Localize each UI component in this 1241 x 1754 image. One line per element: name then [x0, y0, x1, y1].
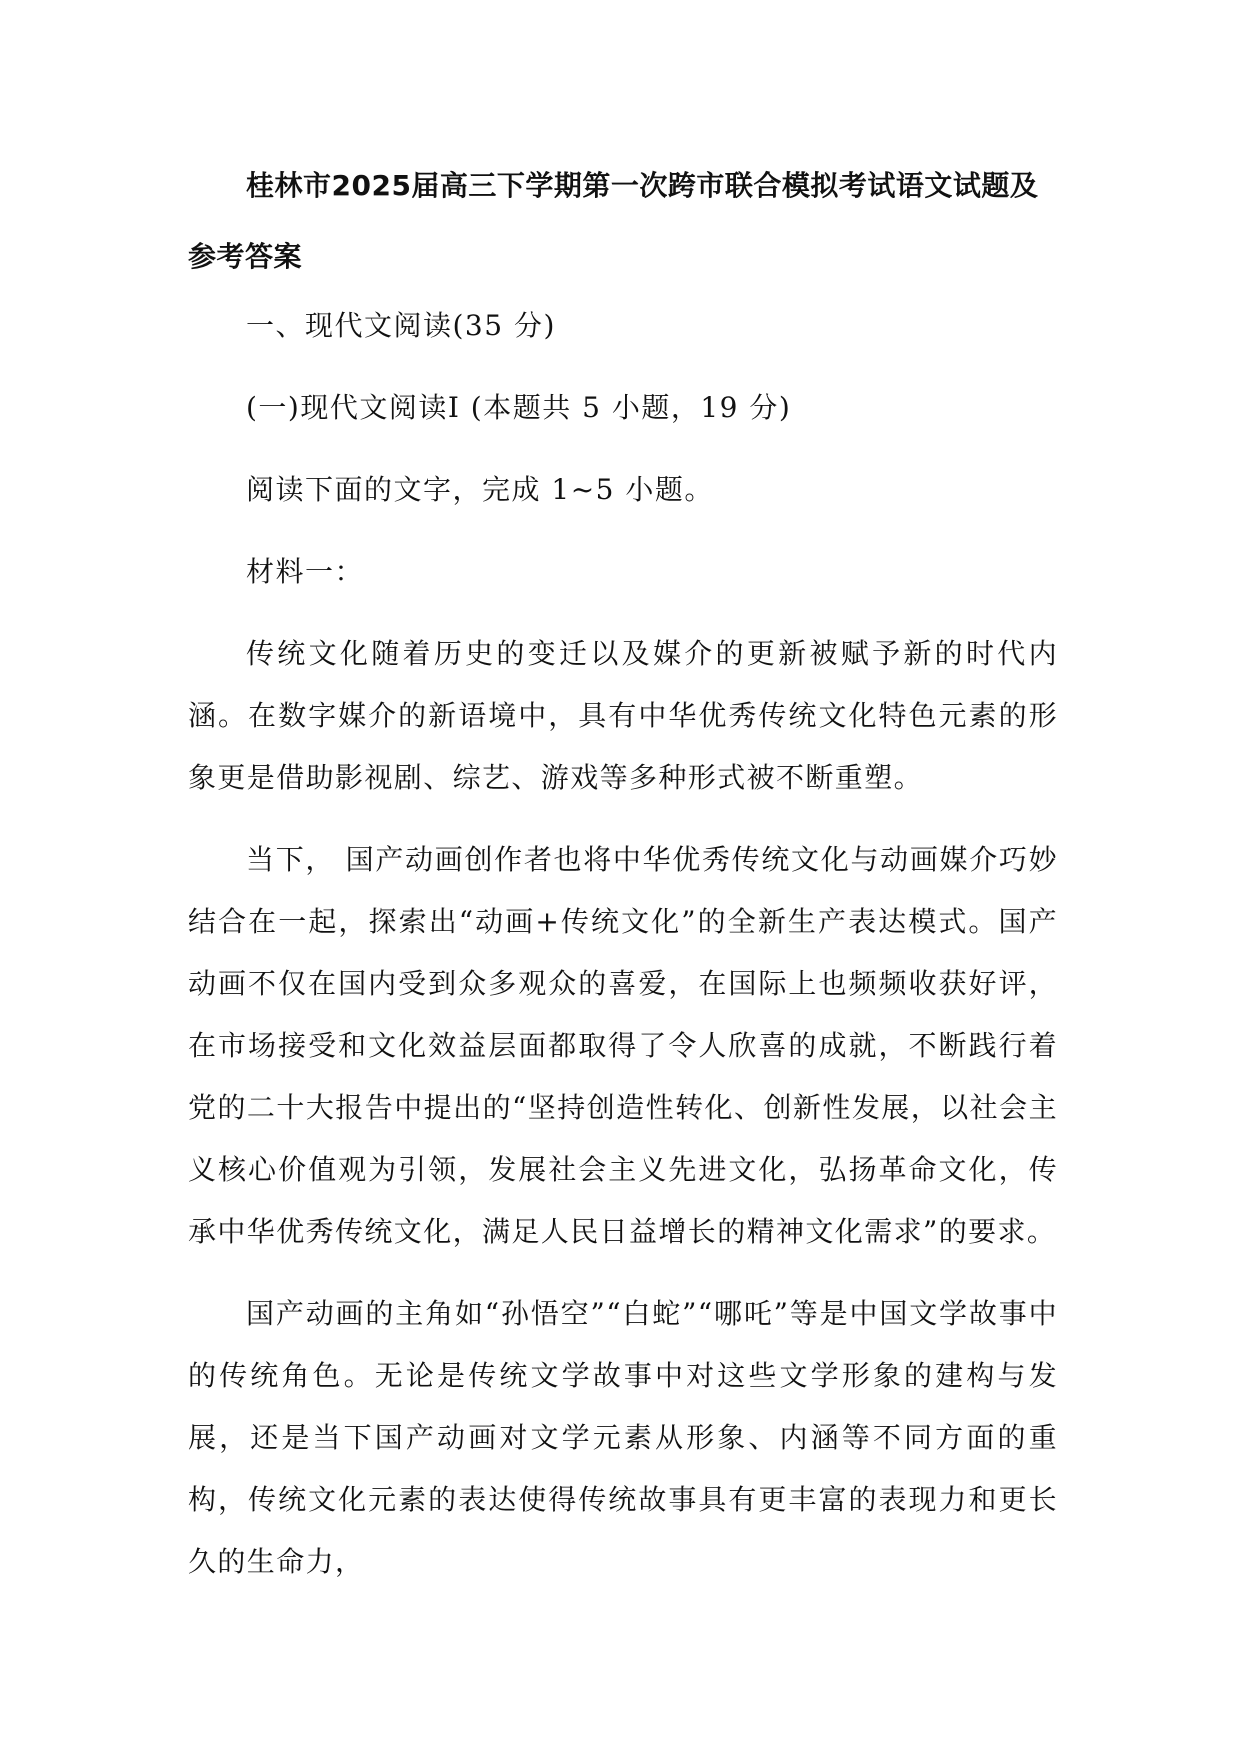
paragraph-1: 传统文化随着历史的变迁以及媒介的更新被赋予新的时代内涵。在数字媒介的新语境中，具有中华优秀传统文化特色元素的形象更是借助影视剧、综艺、游戏等多种形式被不断重塑。 [188, 637, 1058, 794]
document-title: 桂林市2025届高三下学期第一次跨市联合模拟考试语文试题及参考答案 [188, 169, 1039, 273]
subsection-heading: (一)现代文阅读Ⅰ (本题共 5 小题，19 分) [246, 391, 792, 424]
reading-instruction: 阅读下面的文字，完成 1~5 小题。 [246, 473, 714, 506]
section-heading: 一、现代文阅读(35 分) [246, 309, 556, 342]
material-label: 材料一： [246, 555, 365, 588]
paragraph-2: 当下， 国产动画创作者也将中华优秀传统文化与动画媒介巧妙结合在一起，探索出“动画+传统文化”的全新生产表达模式。国产动画不仅在国内受到众多观众的喜爱，在国际上也频频收获好评，在市场接受和文化效益层面都取得了令人欣喜的成就，不断践行着党的二十大报告中提出的“坚持创造性转化、创新性发展，以社会主义核心价值观为引领，发展社会主义先进文化，弘扬革命文化，传承中华优秀传统文化，满足人民日益增长的精神文化需求”的要求。 [188, 843, 1058, 1248]
paragraph-3: 国产动画的主角如“孙悟空”“白蛇”“哪吒”等是中国文学故事中的传统角色。无论是传统文学故事中对这些文学形象的建构与发展，还是当下国产动画对文学元素从形象、内涵等不同方面的重构，传统文化元素的表达使得传统故事具有更丰富的表现力和更长久的生命力， [188, 1297, 1058, 1578]
document-page [188, 150, 1058, 1593]
